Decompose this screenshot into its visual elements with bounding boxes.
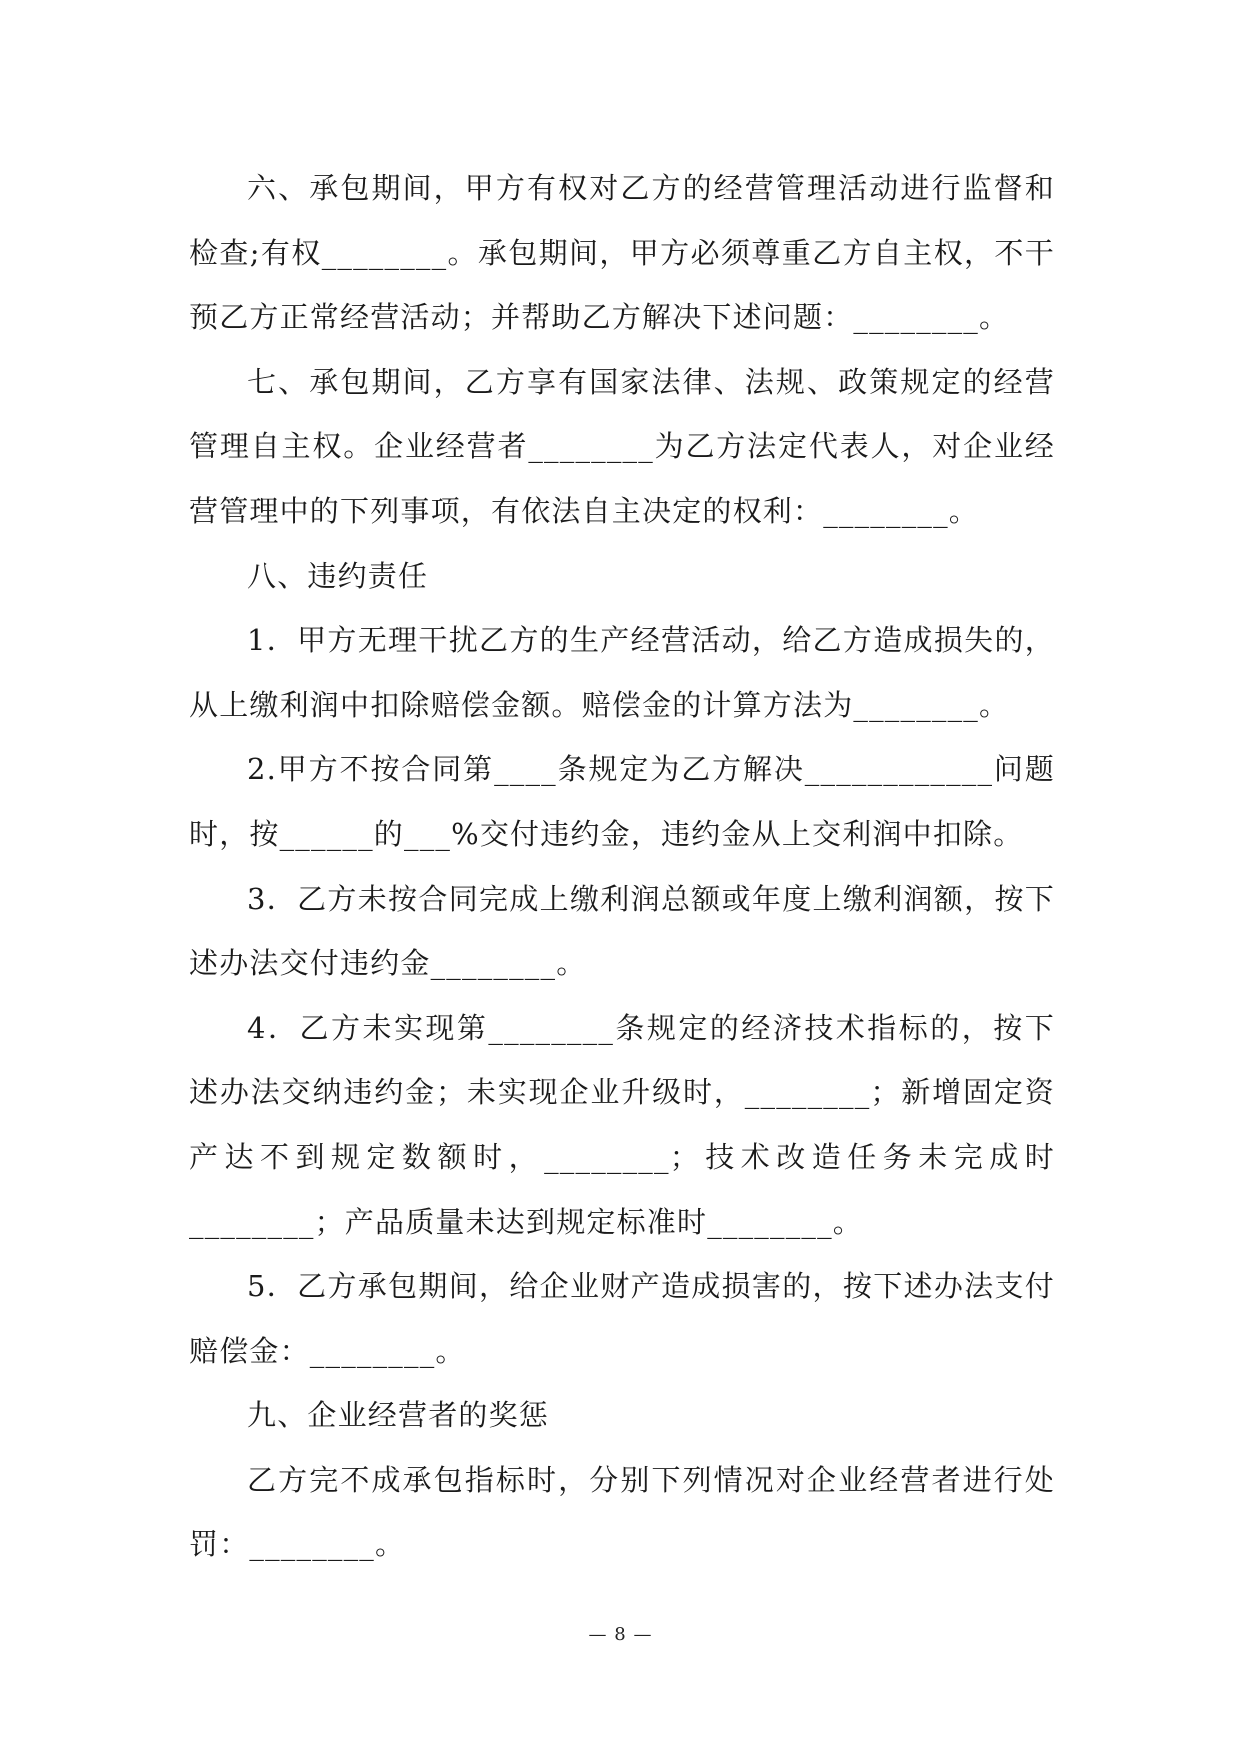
paragraph-clause-4 <box>189 996 1055 1254</box>
section-heading-rewards-penalties <box>189 1383 1055 1448</box>
paragraph-section-7 <box>189 350 1055 544</box>
paragraph-text: 六、承包期间，甲方有权对乙方的经营管理活动进行监督和检查;有权________。承包期间，甲方必须尊重乙方自主权，不干预乙方正常经营活动；并帮助乙方解决下述问题：________。 <box>189 171 1055 335</box>
paragraph-clause-5 <box>189 1254 1055 1383</box>
paragraph-clause-2 <box>189 737 1055 866</box>
paragraph-text: 乙方完不成承包指标时，分别下列情况对企业经营者进行处罚：________。 <box>189 1462 1055 1562</box>
paragraph-text: 4．乙方未实现第________条规定的经济技术指标的，按下述办法交纳违约金；未实现企业升级时，________；新增固定资产达不到规定数额时，________；技术改造任务未完成时________；产品质量未达到规定标准时________。 <box>189 1010 1055 1239</box>
paragraph-text: 2.甲方不按合同第____条规定为乙方解决____________问题时，按______的___%交付违约金，违约金从上交利润中扣除。 <box>189 752 1055 851</box>
section-heading-breach-liability <box>189 544 1055 609</box>
paragraph-text: 1．甲方无理干扰乙方的生产经营活动，给乙方造成损失的，从上缴利润中扣除赔偿金额。赔偿金的计算方法为________。 <box>189 623 1055 722</box>
paragraph-penalty <box>189 1448 1055 1577</box>
page-number: — 8 — <box>588 1624 653 1645</box>
heading-text: 九、企业经营者的奖惩 <box>247 1398 550 1433</box>
document-body <box>189 156 1055 1577</box>
paragraph-section-6 <box>189 156 1055 350</box>
paragraph-clause-1 <box>189 608 1055 737</box>
paragraph-text: 七、承包期间，乙方享有国家法律、法规、政策规定的经营管理自主权。企业经营者________为乙方法定代表人，对企业经营管理中的下列事项，有依法自主决定的权利：________。 <box>189 364 1055 528</box>
paragraph-clause-3 <box>189 867 1055 996</box>
heading-text: 八、违约责任 <box>247 558 429 593</box>
paragraph-text: 3．乙方未按合同完成上缴利润总额或年度上缴利润额，按下述办法交付违约金________。 <box>189 881 1055 981</box>
paragraph-text: 5．乙方承包期间，给企业财产造成损害的，按下述办法支付赔偿金：________。 <box>189 1269 1055 1368</box>
